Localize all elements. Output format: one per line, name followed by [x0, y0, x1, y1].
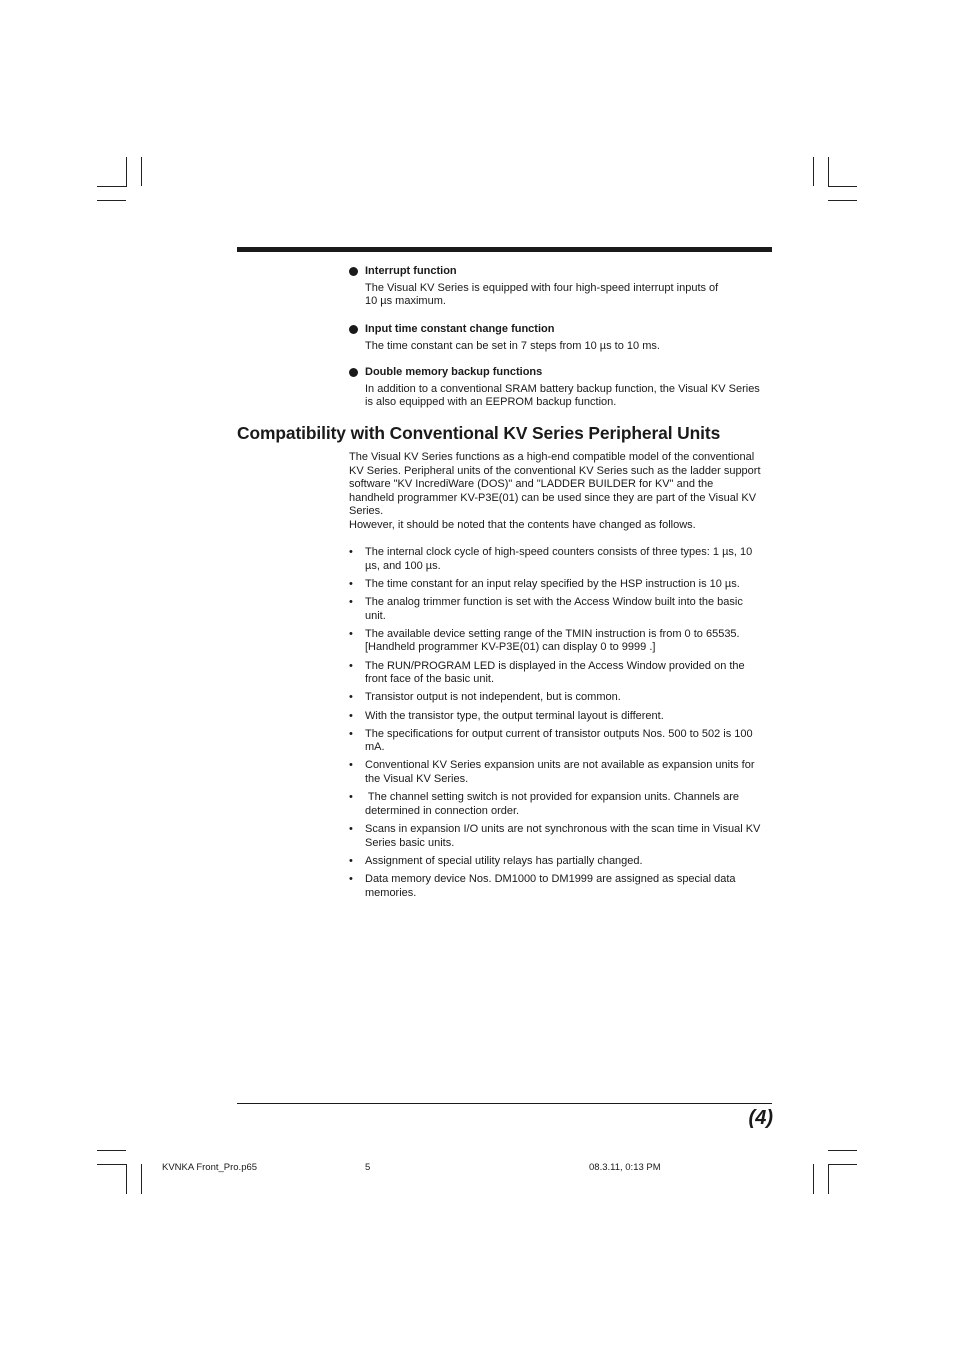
feature-body: In addition to a conventional SRAM battery backup function, the Visual KV Series is also equipped with an EEPROM backup function.	[365, 382, 760, 409]
intro-paragraph: The Visual KV Series functions as a high-end compatible model of the conventional KV Series. Peripheral units of the conventional KV Series such as the ladder support software "KV IncrediWare (DOS)" and "LADDER BUILDER for KV" and the handheld programmer KV-P3E(01) can be used since they are part of the Visual KV Series. However, it should be noted that the contents have changed as follows.	[349, 451, 761, 531]
crop-mark	[828, 200, 857, 201]
crop-mark	[813, 157, 814, 186]
crop-mark	[97, 1164, 127, 1165]
list-item: • Scans in expansion I/O units are not synchronous with the scan time in Visual KV Series basic units.	[349, 823, 761, 849]
list-item: • The available device setting range of the TMIN instruction is from 0 to 65535. [Handheld programmer KV-P3E(01) can display 0 to 9999 .]	[349, 627, 740, 654]
crop-mark	[813, 1164, 814, 1194]
bullet-dot-icon	[349, 325, 358, 334]
crop-mark	[97, 200, 126, 201]
feature-body: The time constant can be set in 7 steps from 10 µs to 10 ms.	[365, 339, 660, 352]
crop-mark	[828, 1150, 857, 1151]
list-item: • The time constant for an input relay specified by the HSP instruction is 10 µs.	[349, 577, 740, 590]
list-item: • Conventional KV Series expansion units are not available as expansion units for the Visual KV Series.	[349, 759, 755, 786]
list-item: • The internal clock cycle of high-speed counters consists of three types: 1 µs, 10 µs, and 100 µs.	[349, 546, 753, 572]
list-item: • The RUN/PROGRAM LED is displayed in the Access Window provided on the front face of the basic unit.	[349, 659, 745, 686]
list-item: • The specifications for output current of transistor outputs Nos. 500 to 502 is 100 mA.	[349, 727, 753, 754]
crop-mark	[828, 1164, 829, 1194]
bottom-rule	[237, 1103, 772, 1104]
slug-file-name: KVNKA Front_Pro.p65	[162, 1162, 258, 1173]
feature-title: Interrupt function	[365, 265, 457, 277]
slug-timestamp: 08.3.11, 0:13 PM	[589, 1162, 661, 1173]
section-heading: Compatibility with Conventional KV Series Peripheral Units	[237, 423, 721, 443]
crop-mark	[828, 1164, 857, 1165]
feature-title: Input time constant change function	[365, 323, 555, 335]
feature-memory-backup	[349, 366, 779, 410]
crop-mark	[97, 1150, 126, 1151]
crop-mark	[97, 186, 127, 187]
bullet-dot-icon	[349, 267, 358, 276]
page-number: (4)	[748, 1107, 773, 1129]
feature-body: The Visual KV Series is equipped with four high-speed interrupt inputs of 10 µs maximum.	[365, 281, 719, 308]
slug-sheet-number: 5	[365, 1162, 371, 1173]
changes-list	[349, 546, 779, 905]
crop-mark	[828, 157, 829, 186]
top-rule	[237, 247, 772, 252]
crop-mark	[126, 1164, 127, 1194]
list-item: • Assignment of special utility relays has partially changed.	[349, 854, 643, 867]
feature-interrupt	[349, 265, 779, 309]
list-item: • With the transistor type, the output terminal layout is different.	[349, 709, 664, 722]
list-item: • Transistor output is not independent, but is common.	[349, 691, 621, 704]
crop-mark	[141, 157, 142, 186]
crop-mark	[126, 157, 127, 186]
list-item: • The analog trimmer function is set with the Access Window built into the basic unit.	[349, 595, 743, 622]
bullet-dot-icon	[349, 368, 358, 377]
crop-mark	[828, 186, 857, 187]
feature-title: Double memory backup functions	[365, 366, 543, 378]
list-item: • The channel setting switch is not provided for expansion units. Channels are determined in connection order.	[349, 791, 740, 817]
feature-input-time-constant	[349, 323, 779, 353]
list-item: • Data memory device Nos. DM1000 to DM1999 are assigned as special data memories.	[349, 873, 736, 899]
crop-mark	[141, 1164, 142, 1194]
